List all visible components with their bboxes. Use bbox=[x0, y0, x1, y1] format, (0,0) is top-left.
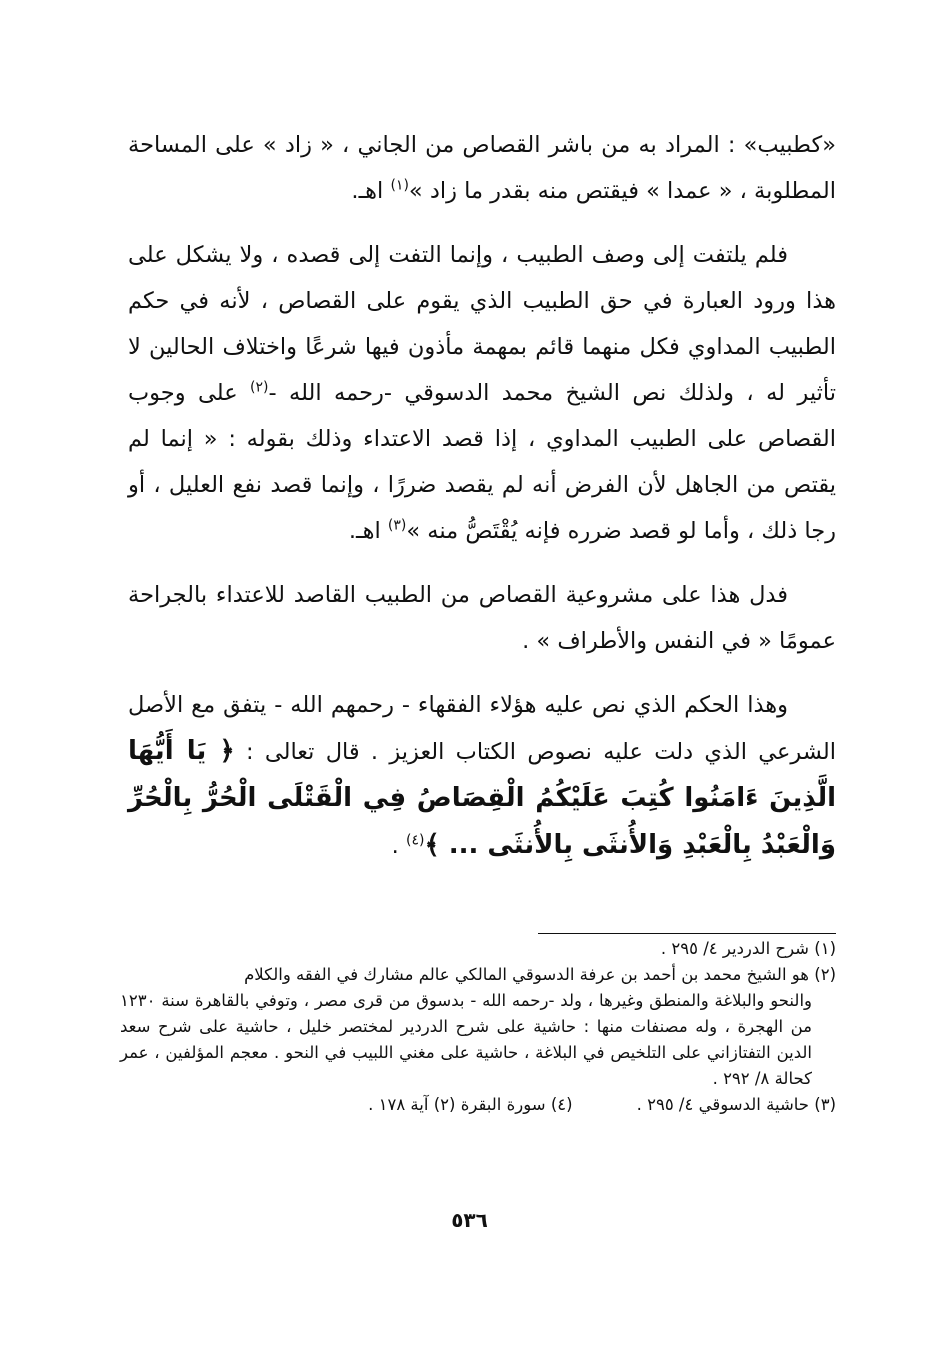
paragraph-4 bbox=[128, 682, 836, 869]
paragraph-2-tail: على وجوب القصاص على الطبيب المداوي ، إذا قصد الاعتداء وذلك بقوله : « إنما لم يقتص من الجاهل لأن الفرض أنه لم يقصد ضررًا ، وإنما قصد نفع العليل ، أو رجا ذلك ، وأما لو قصد ضرره فإنه يُقْتَصُّ منه » bbox=[128, 380, 836, 544]
paragraph-2-tail-2: اهـ. bbox=[348, 518, 388, 544]
paragraph-4-text: وهذا الحكم الذي نص عليه هؤلاء الفقهاء - رحمهم الله - يتفق مع الأصل الشرعي الذي دلت عليه نصوص الكتاب العزيز . قال تعالى : bbox=[128, 692, 837, 765]
main-text bbox=[128, 122, 836, 887]
paragraph-3-text: فدل هذا على مشروعية القصاص من الطبيب القاصد للاعتداء بالجراحة عمومًا « في النفس والأطراف » . bbox=[128, 582, 836, 654]
footnote-ref-2: (٢) bbox=[250, 379, 269, 396]
footnote-ref-1: (١) bbox=[390, 177, 409, 194]
footnote-2-continuation: والنحو والبلاغة والمنطق وغيرها ، ولد -رحمه الله - بدسوق من قرى مصر ، وتوفي بالقاهرة سنة ١٢٣٠ من الهجرة ، وله مصنفات منها : حاشية على شرح الدردير لمختصر خليل ، حاشية على شرح سعد الدين التفتازاني على التلخيص في البلاغة ، حاشية على مغني اللبيب في النحو . معجم المؤلفين ، عمر كحالة ٨/ ٢٩٢ . bbox=[120, 991, 812, 1088]
footnote-ref-4: (٤) bbox=[405, 832, 425, 849]
paragraph-3 bbox=[128, 572, 836, 664]
footnote-ref-3: (٣) bbox=[387, 517, 407, 534]
paragraph-4-tail: . bbox=[391, 833, 406, 859]
footnote-2-first-line: (٢) هو الشيخ محمد بن أحمد بن عرفة الدسوقي المالكي عالم مشارك في الفقه والكلام bbox=[244, 965, 836, 984]
page-number: ٥٣٦ bbox=[451, 1208, 488, 1232]
quran-verse: ﴿ يَا أَيُّهَا الَّذِينَ ءَامَنُوا كُتِبَ عَلَيْكُمُ الْقِصَاصُ فِي الْقَتْلَى الْحُرُّ بِالْحُرِّ وَالْعَبْدُ بِالْعَبْدِ وَالأُنثَى بِالأُنثَى ... ﴾ bbox=[128, 736, 836, 860]
footnote-4: (٤) سورة البقرة (٢) آية ١٧٨ . bbox=[368, 1095, 573, 1114]
footnote-row-3-4 bbox=[120, 1092, 836, 1118]
footnote-2 bbox=[120, 962, 836, 1092]
footnotes bbox=[120, 936, 836, 1118]
paragraph-2 bbox=[128, 232, 836, 554]
footnote-1: (١) شرح الدردير ٤/ ٢٩٥ . bbox=[660, 939, 836, 958]
paragraph-2-text: فلم يلتفت إلى وصف الطبيب ، وإنما التفت إلى قصده ، ولا يشكل على هذا ورود العبارة في حق الطبيب الذي يقوم على القصاص ، لأنه في حكم الطبيب المداوي فكل منهما قائم بمهمة مأذون فيها شرعًا واختلاف الحالين لا تأثير له ، ولذلك نص الشيخ محمد الدسوقي -رحمه الله - bbox=[128, 242, 837, 406]
paragraph-1 bbox=[128, 122, 836, 214]
footnote-3: (٣) حاشية الدسوقي ٤/ ٢٩٥ . bbox=[636, 1095, 836, 1114]
paragraph-1-tail: اهـ. bbox=[351, 178, 391, 204]
paragraph-1-text: «كطبيب» : المراد به من باشر القصاص من الجاني ، « زاد » على المساحة المطلوبة ، « عمدا » فيقتص منه بقدر ما زاد » bbox=[128, 132, 836, 204]
footnote-divider bbox=[538, 933, 836, 934]
